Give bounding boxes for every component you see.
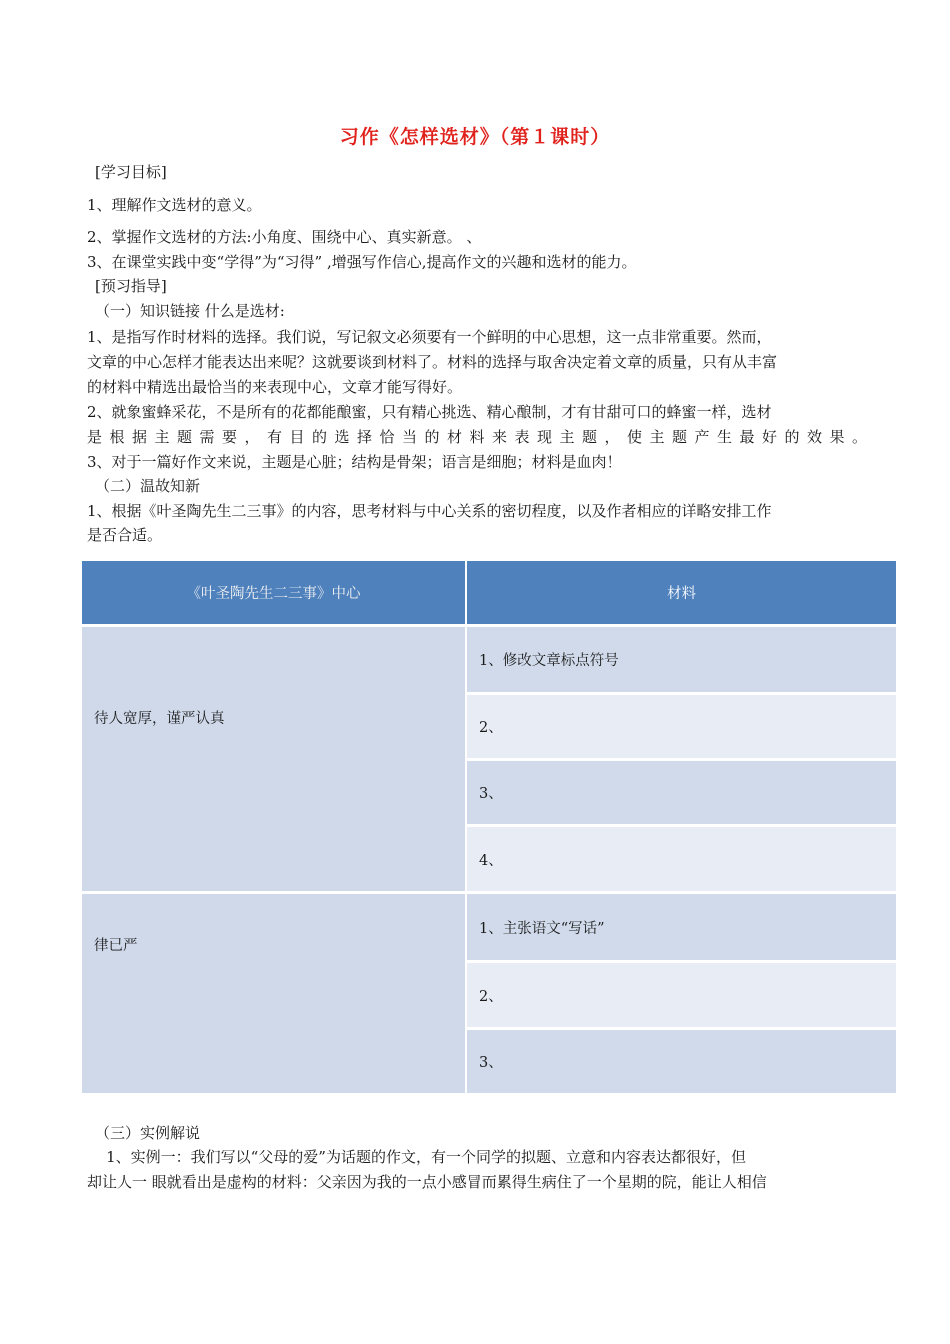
table-material-cell: 3、 [466,1029,897,1095]
part3-header: （三）实例解说 [95,1124,201,1142]
goals-header: [学习目标] [95,163,167,181]
body-line: 1、是指写作时材料的选择。我们说，写记叙文必须要有一个鲜明的中心思想，这一点非常重要。然而， [87,328,772,346]
part2-header: （二）温故知新 [95,477,201,495]
body-line: 是根据主题需要，有目的选择恰当的材料来表现主题，使主题产生最好的效果。 [87,428,867,446]
table-row [82,626,897,694]
document-title: 习作《怎样选材》（第１课时） [339,126,611,148]
table-header-row [82,561,897,626]
body-line: 却让人一 眼就看出是虚构的材料：父亲因为我的一点小感冒而累得生病住了一个星期的院，能让人相信 [87,1173,767,1191]
body-line: 文章的中心怎样才能表达出来呢？这就要谈到材料了。材料的选择与取舍决定着文章的质量，只有从丰富 [87,353,778,371]
materials-table [82,561,898,1096]
goal-line: 3、在课堂实践中变“学得”为“习得” ,增强写作信心,提高作文的兴趣和选材的能力。 [87,253,637,271]
table-material-cell: 2、 [466,694,897,760]
body-line: 2、就象蜜蜂采花，不是所有的花都能酿蜜，只有精心挑选、精心酿制，才有甘甜可口的蜂蜜一样，选材 [87,403,772,421]
table-material-cell: 1、主张语文“写话” [466,893,897,962]
body-line: 1、根据《叶圣陶先生二三事》的内容，思考材料与中心关系的密切程度，以及作者相应的详略安排工作 [87,502,772,520]
body-line: 3、对于一篇好作文来说，主题是心脏；结构是骨架；语言是细胞；材料是血肉！ [87,453,622,471]
part1-header: （一）知识链接 什么是选材: [95,302,285,320]
table-material-cell: 4、 [466,826,897,893]
table-row [82,893,897,962]
body-line: 的材料中精选出最恰当的来表现中心，文章才能写得好。 [87,378,463,396]
body-line: 1、实例一：我们写以“父母的爱”为话题的作文，有一个同学的拟题、立意和内容表达都很好，但 [87,1148,746,1166]
table-material-cell: 3、 [466,760,897,826]
goal-line: 2、掌握作文选材的方法:小角度、围绕中心、真实新意。 、 [87,228,482,246]
preview-header: [预习指导] [95,277,167,295]
table-center-cell: 待人宽厚，谨严认真 [82,626,466,893]
table-material-cell: 2、 [466,962,897,1029]
table-center-cell: 律已严 [82,893,466,1095]
goal-line: 1、理解作文选材的意义。 [87,196,262,214]
table-material-cell: 1、修改文章标点符号 [466,626,897,694]
table-header-material: 材料 [466,561,897,626]
table-header-center: 《叶圣陶先生二三事》中心 [82,561,466,626]
body-line: 是否合适。 [87,526,163,544]
